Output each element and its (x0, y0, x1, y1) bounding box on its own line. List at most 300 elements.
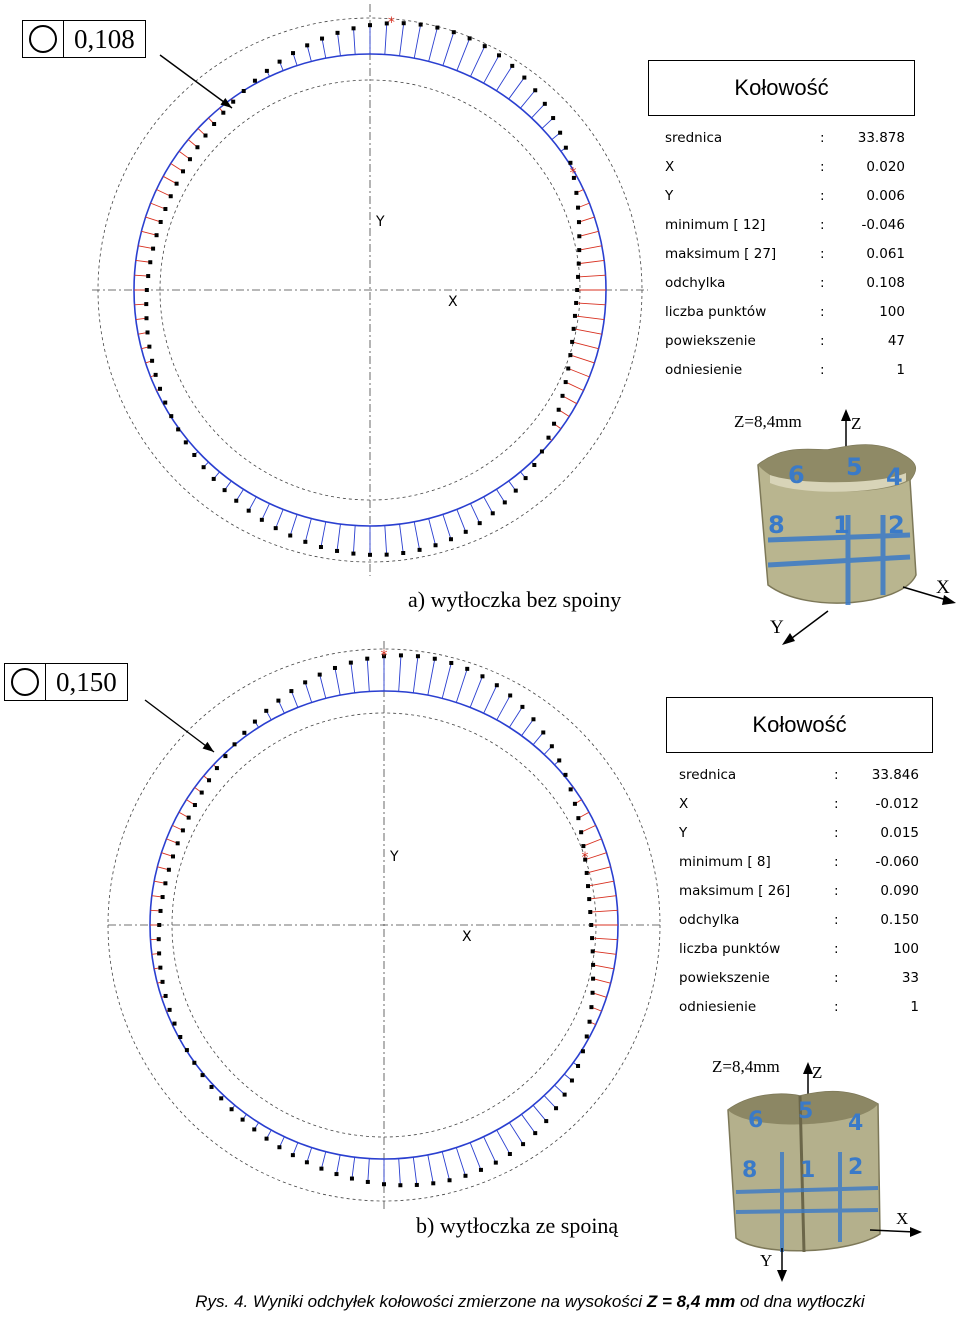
deviation-line (413, 1157, 417, 1185)
measurement-point (215, 766, 219, 770)
measurement-point (508, 693, 512, 697)
param-sep: : (820, 275, 825, 291)
measurement-point (564, 146, 568, 150)
deviation-line (456, 669, 467, 703)
measurement-point (540, 449, 544, 453)
measurement-point (575, 288, 579, 292)
measurement-point (169, 414, 173, 418)
param-row (679, 912, 919, 941)
measurement-point (382, 1182, 386, 1186)
deviation-line (305, 682, 312, 702)
param-sep: : (834, 854, 839, 870)
measurement-point (415, 1183, 419, 1187)
measurement-point (188, 157, 192, 161)
deviation-line (385, 526, 387, 555)
deviation-line (497, 1130, 510, 1154)
deviation-line (151, 203, 166, 209)
measurement-point (219, 1096, 223, 1100)
deviation-line (576, 303, 605, 305)
deviation-line (566, 382, 584, 390)
deviation-line (574, 329, 602, 334)
measurement-point (589, 1005, 593, 1009)
measurement-point (581, 1049, 585, 1053)
measurement-point (195, 145, 199, 149)
param-label: odniesienie (679, 999, 757, 1015)
deviation-line (509, 707, 522, 728)
deviation-line (456, 1148, 465, 1176)
measurement-point (318, 673, 322, 677)
param-sep: : (820, 130, 825, 146)
deviation-line (470, 46, 484, 76)
deviation-line (442, 663, 451, 698)
deviation-line (353, 526, 355, 554)
deviation-line (575, 316, 604, 320)
cup-mark-6-a: 6 (788, 461, 805, 489)
measurement-point (175, 182, 179, 186)
deviation-line (290, 514, 297, 535)
axis-x-label-photo-a: X (936, 577, 950, 598)
measurement-point (168, 1008, 172, 1012)
param-value: 1 (910, 999, 919, 1015)
measurement-point (159, 909, 163, 913)
measurement-point (552, 422, 556, 426)
measurement-point (574, 301, 578, 305)
measurement-point (478, 521, 482, 525)
measurement-point (274, 526, 278, 530)
extreme-marker-icon: * (380, 648, 388, 665)
deviation-line (400, 524, 404, 553)
measurement-point (151, 247, 155, 251)
measurement-point (264, 709, 268, 713)
param-value: 0.108 (866, 275, 905, 291)
deviation-line (497, 695, 510, 719)
deviation-line (249, 497, 257, 511)
deviation-line (568, 368, 589, 376)
axis-x-label: X (448, 294, 458, 310)
deviation-line (307, 45, 311, 61)
deviation-line (583, 839, 601, 846)
measurement-point (570, 1078, 574, 1082)
measurement-point (291, 51, 295, 55)
measurement-point (586, 884, 590, 888)
deviation-line (413, 656, 418, 693)
measurement-point (161, 980, 165, 984)
measurement-point (402, 21, 406, 25)
measurement-point (448, 1178, 452, 1182)
deviation-line (338, 33, 341, 56)
measurement-point (570, 340, 574, 344)
measurement-point (508, 1152, 512, 1156)
param-sep: : (820, 246, 825, 262)
deviation-line (589, 896, 616, 899)
deviation-line (322, 39, 326, 59)
param-label: odchylka (679, 912, 740, 928)
title-box-a: Kołowość (648, 60, 915, 116)
measurement-point (573, 802, 577, 806)
measurement-point (265, 69, 269, 73)
cup-mark-2-b: 2 (848, 1155, 864, 1180)
param-row (679, 941, 919, 970)
deviation-line (588, 881, 614, 886)
measurement-point (494, 1161, 498, 1165)
measurement-point (265, 1137, 269, 1141)
measurement-point (171, 854, 175, 858)
deviation-line (335, 668, 340, 695)
subcaption-b: b) wytłoczka ze spoiną (416, 1213, 619, 1238)
measurement-point (247, 509, 251, 513)
measurement-point (399, 653, 403, 657)
param-label: odchylka (665, 275, 726, 291)
measurement-point (163, 881, 167, 885)
tolerance-frame-a (22, 20, 146, 58)
measurement-point (349, 661, 353, 665)
param-row (665, 246, 905, 275)
measurement-point (591, 991, 595, 995)
measurement-point (587, 897, 591, 901)
deviation-line (428, 1155, 433, 1183)
measurement-point (465, 667, 469, 671)
tolerance-value-a: 0,108 (74, 24, 135, 54)
measurement-point (544, 1119, 548, 1123)
measurement-point (479, 1168, 483, 1172)
cup-mark-4-b: 4 (848, 1111, 864, 1136)
param-row (665, 275, 905, 304)
measurement-point (533, 88, 537, 92)
deviation-line (593, 993, 607, 998)
measurement-point (589, 923, 593, 927)
cup-mark-8-b: 8 (742, 1158, 758, 1183)
deviation-line (156, 190, 170, 197)
measurement-point (576, 275, 580, 279)
param-sep: : (820, 159, 825, 175)
param-sep: : (834, 767, 839, 783)
param-value: -0.046 (861, 217, 905, 233)
deviation-line (593, 965, 614, 969)
deviation-line (320, 675, 326, 699)
param-value: 100 (879, 304, 905, 320)
param-value: 0.006 (866, 188, 905, 204)
measurement-point (577, 234, 581, 238)
measurement-point (157, 937, 161, 941)
param-row (679, 825, 919, 854)
param-sep: : (834, 970, 839, 986)
measurement-point (503, 500, 507, 504)
measurement-point (193, 803, 197, 807)
param-label: odniesienie (665, 362, 743, 378)
measurement-point (550, 744, 554, 748)
measurement-point (514, 489, 518, 493)
deviation-line (336, 1155, 340, 1174)
measurement-point (181, 169, 185, 173)
deviation-line (484, 685, 497, 713)
leader-line (160, 55, 232, 108)
measurement-point (158, 966, 162, 970)
param-row (679, 999, 919, 1028)
axis-y-label: Y (390, 849, 399, 865)
measurement-point (579, 830, 583, 834)
measurement-point (169, 194, 173, 198)
tolerance-value-b: 0,150 (56, 667, 117, 697)
deviation-line (590, 910, 617, 912)
measurement-point (144, 302, 148, 306)
measurement-point (590, 936, 594, 940)
measurement-point (464, 530, 468, 534)
measurement-point (522, 76, 526, 80)
caption-prefix: Rys. 4. Wyniki odchyłek kołowości zmierzone na wysokości (195, 1292, 647, 1311)
param-value: 0.061 (866, 246, 905, 262)
measurement-point (303, 680, 307, 684)
measurement-point (233, 742, 237, 746)
axis-x-label: X (462, 929, 472, 945)
deviation-line (354, 28, 356, 54)
measurement-point (305, 1160, 309, 1164)
deviation-line (400, 23, 404, 56)
specimen-photo-b (700, 1052, 930, 1284)
deviation-line (587, 867, 611, 873)
measurement-point (260, 518, 264, 522)
measurement-point (585, 1034, 589, 1038)
measurement-point (418, 548, 422, 552)
specimen-photo-a (728, 405, 960, 650)
cup-mark-5-a: 5 (846, 453, 863, 481)
cup-mark-6-b: 6 (748, 1108, 764, 1133)
deviation-line (399, 1159, 401, 1186)
param-row (665, 333, 905, 362)
deviation-line (593, 979, 611, 984)
param-value: 1 (896, 362, 905, 378)
measurement-point (176, 427, 180, 431)
measurement-point (581, 844, 585, 848)
param-sep: : (834, 999, 839, 1015)
measurement-point (385, 553, 389, 557)
parameter-table-a (665, 130, 905, 391)
deviation-line (443, 32, 454, 65)
measurement-point (291, 1153, 295, 1157)
measurement-point (591, 949, 595, 953)
extreme-marker-icon: * (569, 165, 577, 182)
deviation-line (352, 1157, 355, 1178)
measurement-point (572, 327, 576, 331)
measurement-point (351, 552, 355, 556)
measurement-point (574, 191, 578, 195)
deviation-line (522, 719, 534, 735)
deviation-line (307, 1148, 312, 1163)
param-label: maksimum [ 27] (665, 246, 777, 262)
deviation-line (581, 825, 596, 832)
extreme-marker-icon: * (387, 15, 395, 32)
measurement-point (401, 551, 405, 555)
measurement-point (576, 206, 580, 210)
measurement-point (480, 674, 484, 678)
param-sep: : (820, 333, 825, 349)
measurement-point (207, 778, 211, 782)
param-row (679, 796, 919, 825)
measurement-point (543, 102, 547, 106)
measurement-point (558, 131, 562, 135)
param-label: liczba punktów (665, 304, 767, 320)
leader-line (145, 700, 214, 752)
measurement-point (566, 366, 570, 370)
measurement-point (185, 1048, 189, 1052)
figure-caption (0, 1292, 960, 1312)
param-row (665, 159, 905, 188)
measurement-point (568, 161, 572, 165)
deviation-line (593, 951, 616, 954)
deviation-line (442, 1152, 449, 1181)
deviation-line (579, 246, 602, 250)
measurement-point (276, 699, 280, 703)
measurement-point (234, 499, 238, 503)
circularity-symbol-icon (23, 21, 64, 57)
param-row (679, 883, 919, 912)
measurement-point (319, 545, 323, 549)
cup-mark-5-b: 5 (798, 1099, 814, 1124)
deviation-line (368, 1159, 369, 1182)
deviation-line (429, 519, 436, 546)
deviation-line (337, 524, 340, 551)
measurement-point (252, 1127, 256, 1131)
deviation-line (136, 260, 150, 262)
measurement-point (521, 1142, 525, 1146)
measurement-point (223, 488, 227, 492)
measurement-point (435, 26, 439, 30)
measurement-point (419, 23, 423, 27)
measurement-point (157, 923, 161, 927)
measurement-point (449, 661, 453, 665)
param-sep: : (834, 941, 839, 957)
deviation-line (414, 522, 419, 550)
measurement-point (305, 43, 309, 47)
measurement-point (288, 534, 292, 538)
measurement-point (148, 260, 152, 264)
measurement-point (433, 657, 437, 661)
param-label: Y (679, 825, 688, 841)
measurement-point (158, 387, 162, 391)
measurement-point (231, 100, 235, 104)
measurement-point (554, 1106, 558, 1110)
measurement-point (253, 79, 257, 83)
measurement-point (431, 1181, 435, 1185)
measurement-point (223, 754, 227, 758)
param-label: X (665, 159, 675, 175)
measurement-point (163, 401, 167, 405)
measurement-point (167, 868, 171, 872)
measurement-point (278, 60, 282, 64)
deviation-line (399, 655, 401, 691)
deviation-line (321, 1152, 325, 1169)
deviation-line (572, 342, 598, 349)
caption-height: Z = 8,4 mm (646, 1292, 736, 1311)
axis-y-label: Y (376, 214, 385, 230)
deviation-line (457, 509, 466, 531)
measurement-point (184, 440, 188, 444)
param-value: 100 (893, 941, 919, 957)
measurement-point (557, 408, 561, 412)
cup-mark-4-a: 4 (886, 463, 903, 491)
measurement-point (173, 1022, 177, 1026)
measurement-point (588, 910, 592, 914)
param-row (679, 854, 919, 883)
deviation-line (134, 275, 148, 276)
measurement-point (366, 1180, 370, 1184)
deviation-line (163, 176, 176, 183)
measurement-point (495, 683, 499, 687)
measurement-point (333, 666, 337, 670)
param-value: 0.020 (866, 159, 905, 175)
deviation-line (262, 504, 270, 520)
measurement-point (591, 977, 595, 981)
measurement-point (289, 689, 293, 693)
measurement-point (510, 64, 514, 68)
deviation-line (484, 1137, 496, 1163)
deviation-line (443, 514, 451, 539)
measurement-point (368, 23, 372, 27)
deviation-line (533, 1105, 546, 1121)
cup-mark-1-b: 1 (800, 1158, 816, 1183)
measurement-point (588, 1020, 592, 1024)
measurement-point (533, 1131, 537, 1135)
param-row (665, 130, 905, 159)
measurement-point (192, 453, 196, 457)
measurement-point (163, 207, 167, 211)
measurement-point (368, 553, 372, 557)
measurement-point (147, 345, 151, 349)
deviation-line (138, 246, 153, 249)
measurement-point (320, 37, 324, 41)
deviation-line (321, 522, 326, 547)
measurement-point (154, 373, 158, 377)
measurement-point (365, 657, 369, 661)
measurement-point (178, 1035, 182, 1039)
param-label: powiekszenie (679, 970, 770, 986)
deviation-line (520, 90, 535, 108)
param-label: maksimum [ 26] (679, 883, 791, 899)
param-label: srednica (679, 767, 737, 783)
measurement-point (350, 1177, 354, 1181)
measurement-point (145, 288, 149, 292)
roundness-plot-a (0, 0, 660, 590)
param-sep: : (820, 188, 825, 204)
deviation-line (141, 231, 156, 235)
measurement-point (561, 394, 565, 398)
measurement-point (434, 543, 438, 547)
measurement-point (212, 122, 216, 126)
z-height-label-b: Z=8,4mm (712, 1057, 780, 1076)
deviation-line (509, 1123, 523, 1145)
measurement-point (568, 353, 572, 357)
measurement-point (161, 895, 165, 899)
extreme-marker-icon: * (581, 850, 589, 867)
parameter-table-b (679, 767, 919, 1028)
axis-y-label-photo-b: Y (760, 1251, 773, 1270)
z-height-label-a: Z=8,4mm (734, 412, 802, 431)
axis-x-label-photo-b: X (896, 1209, 909, 1228)
measurement-point (277, 1145, 281, 1149)
measurement-point (563, 1093, 567, 1097)
measurement-point (176, 841, 180, 845)
measurement-point (221, 111, 225, 115)
measurement-point (398, 1183, 402, 1187)
measurement-point (242, 731, 246, 735)
measurement-point (564, 380, 568, 384)
measurement-point (242, 89, 246, 93)
measurement-point (563, 773, 567, 777)
deviation-line (470, 676, 482, 707)
axis-y-label-photo-a: Y (770, 617, 784, 638)
measurement-point (497, 53, 501, 57)
measurement-point (335, 549, 339, 553)
measurement-point (532, 463, 536, 467)
